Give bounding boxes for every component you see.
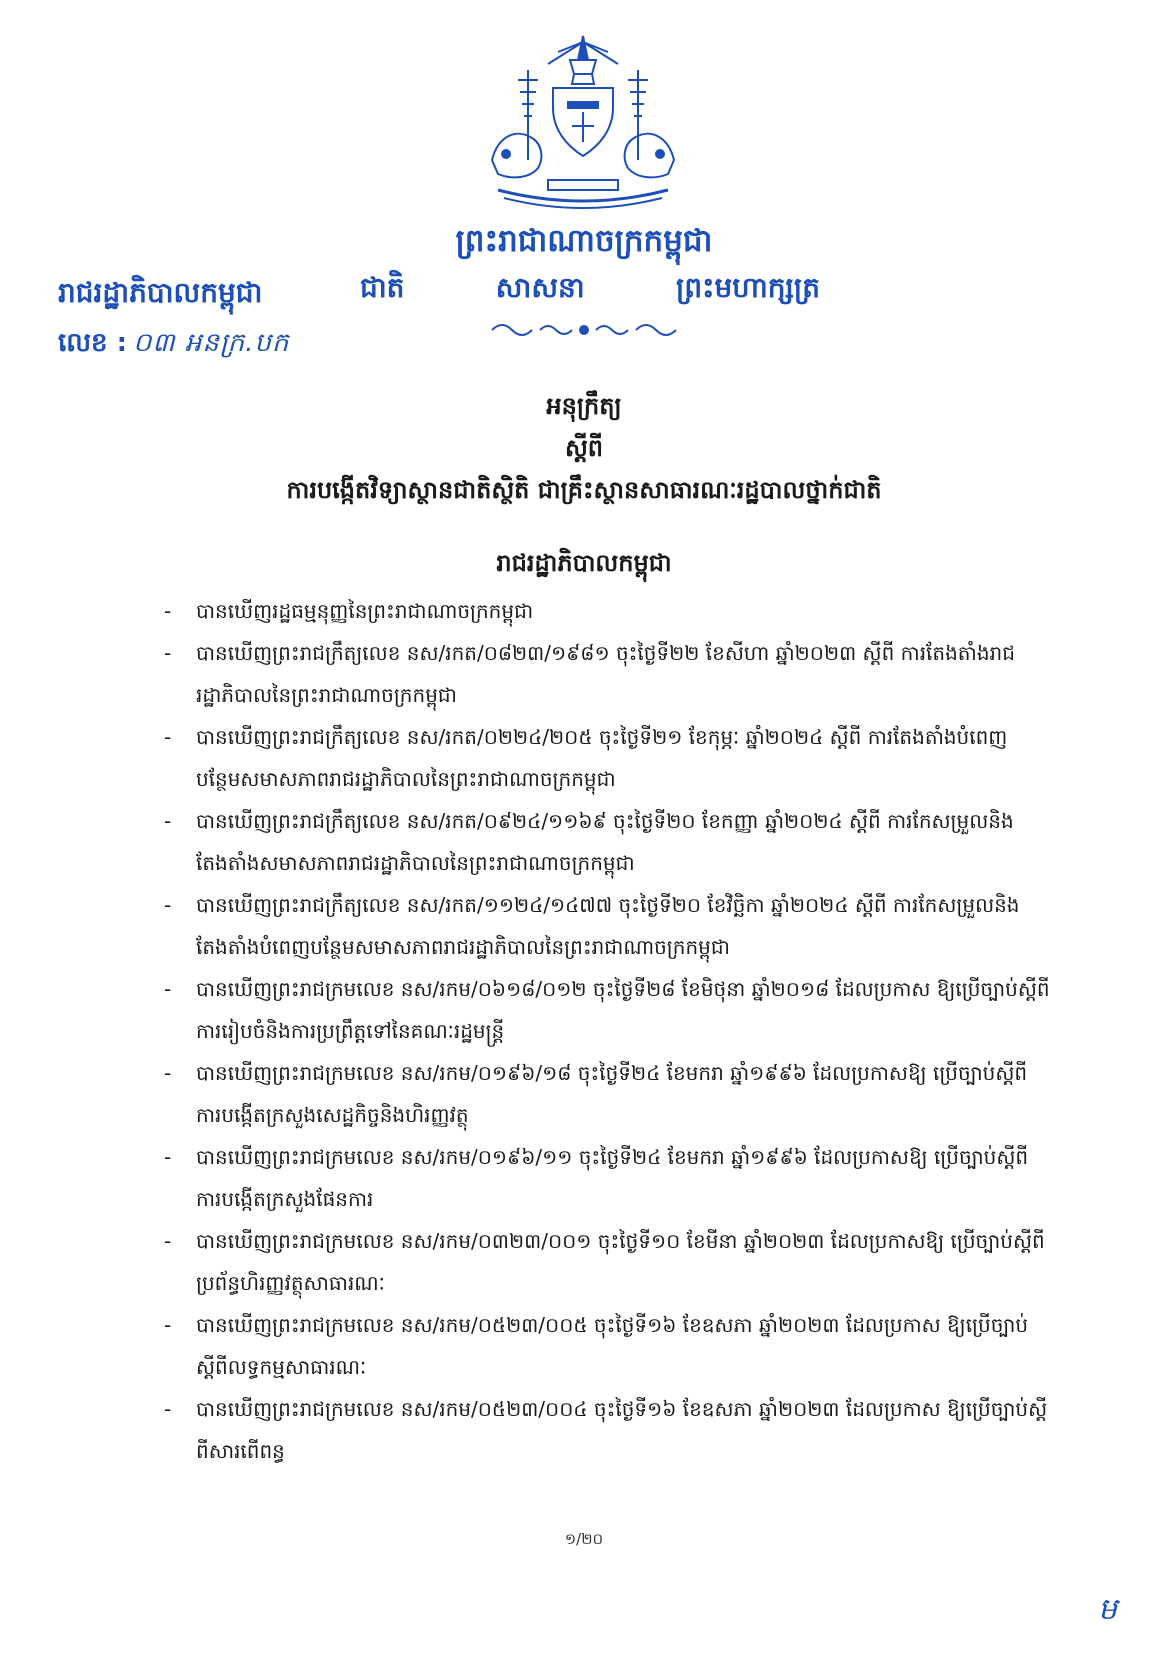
- list-item: - បានឃើញព្រះរាជក្រឹត្យលេខ នស/រកត/០៩២៤/១១៦៩ ចុះថ្ងៃទី២០ ខែកញ្ញា ឆ្នាំ២០២៤ ស្តីពី ការកែសម្រួលនិងតែងតាំងសមាសភាពរាជរដ្ឋាភិបាលនៃព្រះរាជាណាចក្រកម្ពុជា: [164, 809, 1014, 875]
- list-item: - បានឃើញព្រះរាជក្រឹត្យលេខ នស/រកត/០៨២៣/១៩៨១ ចុះថ្ងៃទី២២ ខែសីហា ឆ្នាំ២០២៣ ស្តីពី ការតែងតាំងរាជរដ្ឋាភិបាលនៃព្រះរាជាណាចក្រកម្ពុជា: [164, 641, 1015, 707]
- kingdom-title: ព្រះរាជាណាចក្រកម្ពុជា: [455, 223, 713, 259]
- national-motto: [360, 270, 820, 311]
- list-item: - បានឃើញព្រះរាជក្រមលេខ នស/រកម/០១៩៦/១១ ចុះថ្ងៃទី២៤ ខែមករា ឆ្នាំ១៩៩៦ ដែលប្រកាសឱ្យ ប្រើច្បាប់ស្តីពីការបង្កើតក្រសួងផែនការ: [164, 1145, 1029, 1211]
- page-number: ១/២០: [564, 1530, 604, 1548]
- list-item: - បានឃើញព្រះរាជក្រមលេខ នស/រកម/០៣២៣/០០១ ចុះថ្ងៃទី១០ ខែមីនា ឆ្នាំ២០២៣ ដែលប្រកាសឱ្យ ប្រើច្បាប់ស្តីពីប្រព័ន្ធហិរញ្ញវត្ថុសាធារណៈ: [164, 1229, 1045, 1295]
- reference-number-line: [58, 326, 289, 364]
- whereas-list: [150, 590, 1050, 1472]
- list-item: - បានឃើញព្រះរាជក្រមលេខ នស/រកម/០១៩៦/១៨ ចុះថ្ងៃទី២៤ ខែមករា ឆ្នាំ១៩៩៦ ដែលប្រកាសឱ្យ ប្រើច្បាប់ស្តីពីការបង្កើតក្រសួងសេដ្ឋកិច្ចនិងហិរញ្ញវត្ថុ: [164, 1061, 1028, 1127]
- body-heading: រាជរដ្ឋាភិបាលកម្ពុជា: [496, 549, 672, 577]
- list-item: - បានឃើញព្រះរាជក្រឹត្យលេខ នស/រកត/០២២៤/២០៥ ចុះថ្ងៃទី២១ ខែកុម្ភៈ ឆ្នាំ២០២៤ ស្តីពី ការតែងតាំងបំពេញបន្ថែមសមាសភាពរាជរដ្ឋាភិបាលនៃព្រះរាជាណាចក្រកម្ពុជា: [164, 725, 1008, 791]
- motto-king: ព្រះមហាក្សត្រ: [676, 271, 820, 304]
- list-item: - បានឃើញព្រះរាជក្រមលេខ នស/រកម/០៥២៣/០០៥ ចុះថ្ងៃទី១៦ ខែឧសភា ឆ្នាំ២០២៣ ដែលប្រកាស ឱ្យប្រើច្បាប់ស្តីពីលទ្ធកម្មសាធារណៈ: [164, 1313, 1029, 1379]
- list-item: - បានឃើញរដ្ឋធម្មនុញ្ញនៃព្រះរាជាណាចក្រកម្ពុជា: [164, 599, 534, 623]
- decree-subject: ការបង្កើតវិទ្យាស្ថានជាតិស្ថិតិ ជាគ្រឹះស្ថានសាធារណៈរដ្ឋបាលថ្នាក់ជាតិ: [286, 476, 882, 504]
- list-item: - បានឃើញព្រះរាជក្រឹត្យលេខ នស/រកត/១១២៤/១៤៧៧ ចុះថ្ងៃទី២០ ខែវិច្ឆិកា ឆ្នាំ២០២៤ ស្តីពី ការកែសម្រួលនិងតែងតាំងបំពេញបន្ថែមសមាសភាពរាជរដ្ឋាភិបាលនៃព្រះរាជាណាចក្រកម្ពុជា: [164, 893, 1020, 959]
- ornament-divider-icon: [488, 318, 680, 340]
- reference-number: ០៣ អនក្រ.បក: [132, 328, 290, 358]
- decree-heading: [150, 385, 1018, 511]
- motto-religion: សាសនា: [495, 271, 585, 304]
- issuing-authority: រាជរដ្ឋាភិបាលកម្ពុជា: [58, 276, 263, 309]
- list-item: - បានឃើញព្រះរាជក្រមលេខ នស/រកម/០៦១៨/០១២ ចុះថ្ងៃទី២៨ ខែមិថុនា ឆ្នាំ២០១៨ ដែលប្រកាស ឱ្យប្រើច្បាប់ស្តីពីការរៀបចំនិងការប្រព្រឹត្តទៅនៃគណៈរដ្ឋមន្ត្រី: [164, 977, 1050, 1043]
- list-item: - បានឃើញព្រះរាជក្រមលេខ នស/រកម/០៥២៣/០០៤ ចុះថ្ងៃទី១៦ ខែឧសភា ឆ្នាំ២០២៣ ដែលប្រកាស ឱ្យប្រើច្បាប់ស្តីពីសារពើពន្ធ: [164, 1397, 1048, 1463]
- reference-label: លេខ :: [58, 328, 127, 358]
- handwritten-initials: ម: [1098, 1592, 1118, 1627]
- motto-nation: ជាតិ: [360, 271, 405, 304]
- decree-type: អនុក្រឹត្យ: [546, 392, 622, 420]
- decree-concerning: ស្តីពី: [564, 434, 604, 462]
- royal-coat-of-arms-icon: [478, 30, 688, 220]
